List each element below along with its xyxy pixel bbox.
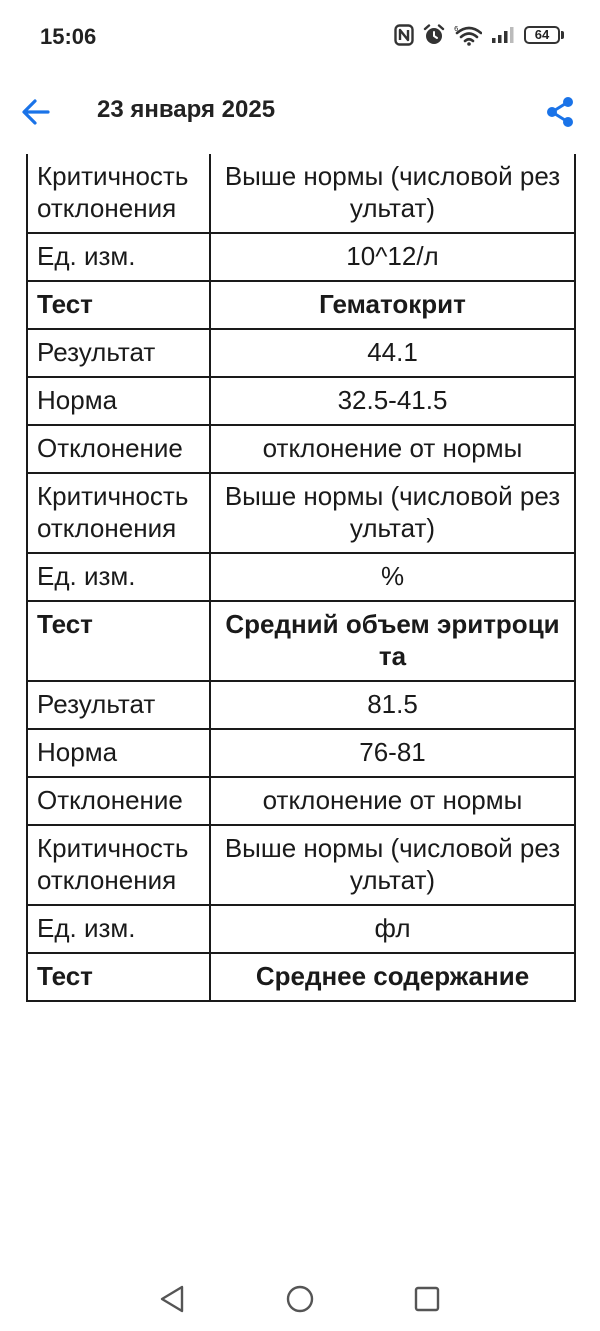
app-bar xyxy=(0,74,600,154)
row-value: фл xyxy=(210,905,575,953)
wifi-icon xyxy=(454,24,482,46)
row-value: отклонение от нормы xyxy=(210,425,575,473)
row-label: Норма xyxy=(27,729,210,777)
battery-level: 64 xyxy=(524,26,560,44)
table-row xyxy=(27,281,575,329)
row-value: 10^12/л xyxy=(210,233,575,281)
row-label: Отклонение xyxy=(27,777,210,825)
table-row xyxy=(27,905,575,953)
share-button[interactable] xyxy=(540,92,580,132)
svg-text:6: 6 xyxy=(454,25,459,33)
table-row xyxy=(27,425,575,473)
nav-recents-icon xyxy=(413,1285,441,1313)
row-label: Критичность отклонения xyxy=(27,154,210,233)
row-label: Результат xyxy=(27,329,210,377)
row-value: Выше нормы (числовой результат) xyxy=(210,154,575,233)
nav-home-button[interactable] xyxy=(283,1282,317,1316)
row-label: Критичность отклонения xyxy=(27,473,210,553)
row-label: Ед. изм. xyxy=(27,553,210,601)
row-label: Отклонение xyxy=(27,425,210,473)
results-table xyxy=(26,154,576,1002)
nav-back-button[interactable] xyxy=(155,1282,189,1316)
nav-home-icon xyxy=(285,1284,315,1314)
table-row xyxy=(27,329,575,377)
row-label: Критичность отклонения xyxy=(27,825,210,905)
table-row xyxy=(27,553,575,601)
nav-recents-button[interactable] xyxy=(410,1282,444,1316)
status-time: 15:06 xyxy=(40,24,97,49)
row-label: Тест xyxy=(27,953,210,1001)
status-bar xyxy=(0,0,600,74)
table-row xyxy=(27,729,575,777)
table-row xyxy=(27,777,575,825)
row-label: Норма xyxy=(27,377,210,425)
row-value: Выше нормы (числовой результат) xyxy=(210,825,575,905)
row-value: Гематокрит xyxy=(210,281,575,329)
row-value: 81.5 xyxy=(210,681,575,729)
status-icons xyxy=(394,24,564,46)
row-label: Тест xyxy=(27,601,210,681)
nav-back-icon xyxy=(158,1284,186,1314)
system-nav-bar xyxy=(0,1266,600,1331)
table-row xyxy=(27,377,575,425)
table-row xyxy=(27,601,575,681)
nfc-icon xyxy=(394,24,414,46)
row-value: 76-81 xyxy=(210,729,575,777)
row-label: Ед. изм. xyxy=(27,905,210,953)
row-label: Результат xyxy=(27,681,210,729)
row-label: Тест xyxy=(27,281,210,329)
row-value: отклонение от нормы xyxy=(210,777,575,825)
back-button[interactable] xyxy=(16,92,56,132)
row-value: Средний объем эритроцита xyxy=(210,601,575,681)
share-icon xyxy=(545,96,575,128)
row-value: 44.1 xyxy=(210,329,575,377)
back-arrow-icon xyxy=(20,96,52,128)
table-row xyxy=(27,681,575,729)
row-value: Среднее содержание xyxy=(210,953,575,1001)
row-value: % xyxy=(210,553,575,601)
table-row xyxy=(27,953,575,1001)
row-label: Ед. изм. xyxy=(27,233,210,281)
row-value: 32.5-41.5 xyxy=(210,377,575,425)
alarm-icon xyxy=(423,24,445,46)
page-title: 23 января 2025 xyxy=(97,96,276,123)
signal-icon xyxy=(491,26,515,44)
row-value: Выше нормы (числовой результат) xyxy=(210,473,575,553)
table-row xyxy=(27,154,575,233)
battery-icon xyxy=(524,26,564,44)
table-row xyxy=(27,473,575,553)
table-row xyxy=(27,233,575,281)
table-row xyxy=(27,825,575,905)
results-content[interactable] xyxy=(0,154,600,1266)
